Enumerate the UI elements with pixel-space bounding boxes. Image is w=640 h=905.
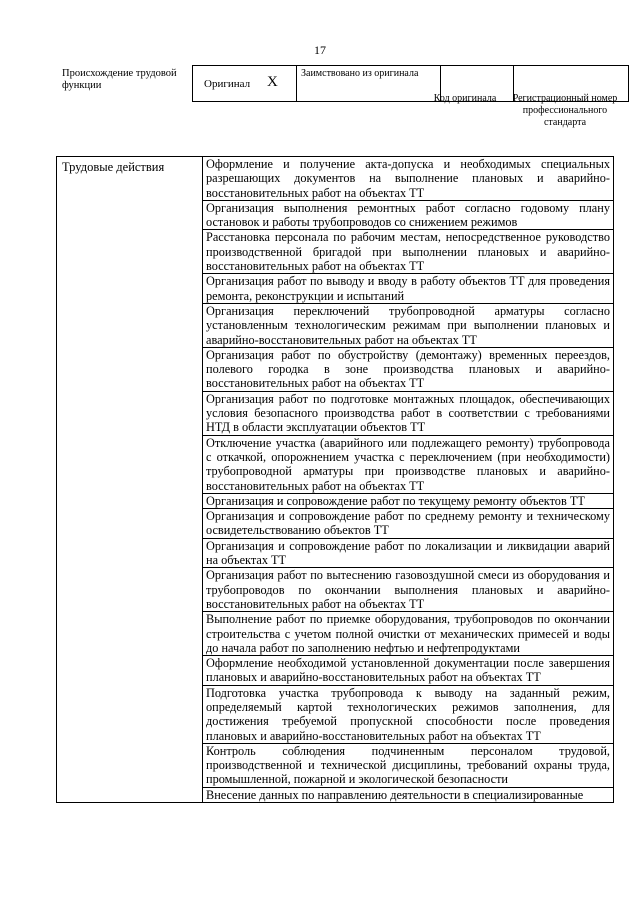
action-item: Отключение участка (аварийного или подлежащего ремонту) трубопровода с откачкой, опорожнением участка с переключением (при необходимости) трубопроводной арматуры при производстве плановых и аварийно-восстановительных работ на объектах ТТ xyxy=(203,435,614,493)
action-item: Организация и сопровождение работ по текущему ремонту объектов ТТ xyxy=(203,493,614,508)
action-item: Организация переключений трубопроводной арматуры согласно установленным технологическим режимам при выполнении плановых и аварийно-восстановительных работ на объектах ТТ xyxy=(203,303,614,347)
action-item: Организация выполнения ремонтных работ согласно годовому плану остановок и работы трубопроводов со снижением режимов xyxy=(203,200,614,230)
action-item: Оформление и получение акта-допуска и необходимых специальных разрешающих документов на выполнение плановых и аварийно-восстановительных работ на объектах ТТ xyxy=(203,157,614,201)
original-mark: X xyxy=(267,74,278,90)
action-item: Организация работ по подготовке монтажных площадок, обеспечивающих условия безопасного производства работ в соответствии с требованиями НТД в области эксплуатации объектов ТТ xyxy=(203,391,614,435)
labor-actions-table xyxy=(56,156,614,803)
action-item: Расстановка персонала по рабочим местам, непосредственное руководство производственной бригадой при выполнении плановых и аварийно-восстановительных работ на объектах ТТ xyxy=(203,230,614,274)
original-label: Оригинал xyxy=(204,78,251,90)
action-item: Организация работ по выводу и вводу в работу объектов ТТ для проведения ремонта, реконструкции и испытаний xyxy=(203,274,614,304)
action-item: Организация работ по обустройству (демонтажу) временных переездов, полевого городка в зоне производства плановых и аварийно-восстановительных работ на объектах ТТ xyxy=(203,347,614,391)
action-item: Организация и сопровождение работ по среднему ремонту и техническому освидетельствованию объектов ТТ xyxy=(203,509,614,539)
original-cell xyxy=(193,66,297,102)
origin-label: Происхождение трудовой функции xyxy=(62,68,177,91)
registration-caption: Регистрационный номер профессионального стандарта xyxy=(512,93,618,128)
action-item: Контроль соблюдения подчиненным персоналом трудовой, производственной и технической дисциплины, требований охраны труда, промышленной, пожарной и экологической безопасности xyxy=(203,743,614,787)
action-item: Организация и сопровождение работ по локализации и ликвидации аварий на объектах ТТ xyxy=(203,538,614,568)
action-item: Выполнение работ по приемке оборудования, трубопроводов по окончании строительства с учетом полной очистки от механических примесей и воды до начала работ по заполнению нефтью и нефтепродуктами xyxy=(203,612,614,656)
action-item: Оформление необходимой установленной документации после завершения плановых и аварийно-восстановительных работ на объектах ТТ xyxy=(203,656,614,686)
page-number: 17 xyxy=(314,43,326,57)
action-item: Организация работ по вытеснению газовоздушной смеси из оборудования и трубопроводов по окончании выполнения плановых и аварийно-восстановительных работ на объектах ТТ xyxy=(203,568,614,612)
action-item: Подготовка участка трубопровода к выводу на заданный режим, определяемый картой технологических режимов заполнения, для достижения требуемой пропускной способности после проведения плановых и аварийно-восстановительных работ на объектах ТТ xyxy=(203,685,614,743)
borrowed-cell: Заимствовано из оригинала xyxy=(297,66,441,102)
labor-actions-label: Трудовые действия xyxy=(57,157,203,803)
action-item: Внесение данных по направлению деятельности в специализированные xyxy=(203,787,614,802)
code-caption: Код оригинала xyxy=(433,93,497,104)
